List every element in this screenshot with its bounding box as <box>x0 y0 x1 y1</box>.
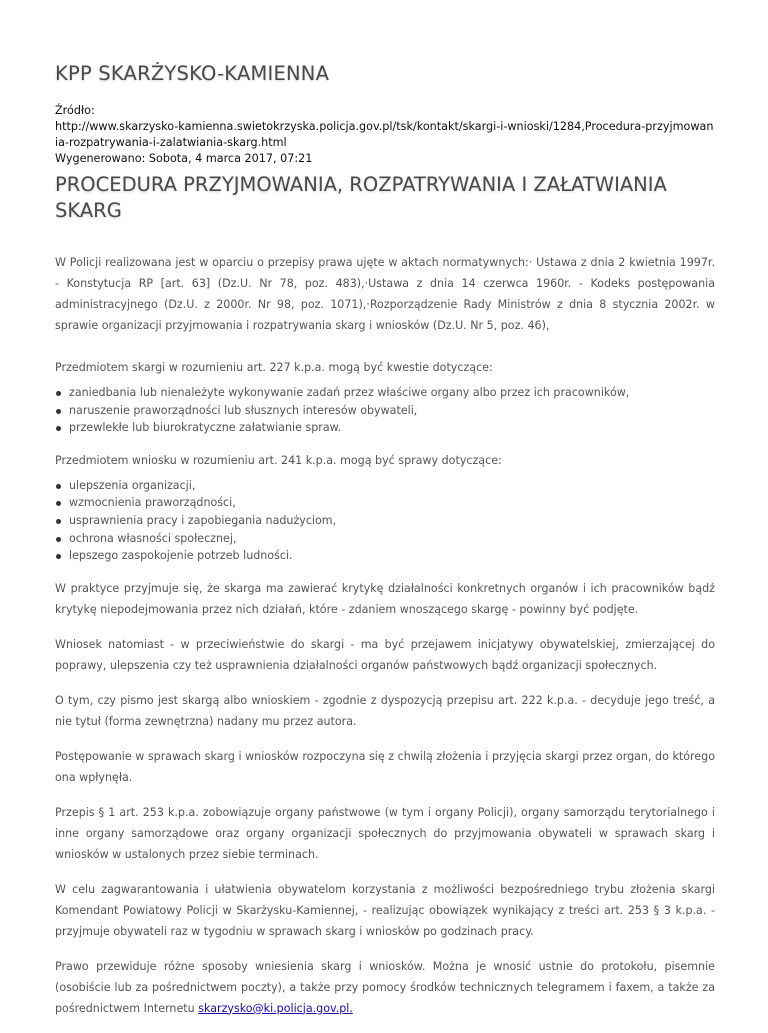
generated-date: Wygenerowano: Sobota, 4 marca 2017, 07:21 <box>55 152 313 165</box>
paragraph-complaint-definition: W praktyce przyjmuje się, że skarga ma zawierać krytykę działalności konkretnych organów i ich pracowników bądź krytykę niepodejmowania przez nich działań, które - zdaniem wnoszącego skargę - powinny być podjęte. <box>55 581 715 616</box>
list-item-text: usprawnienia pracy i zapobiegania nadużyciom, <box>69 513 337 527</box>
source-meta <box>55 103 715 167</box>
bullet-icon <box>56 391 61 396</box>
paragraph-procedure-start: Postępowanie w sprawach skarg i wniosków rozpoczyna się z chwilą złożenia i przyjęcia skargi przez organ, do którego ona wpłynęła. <box>55 749 715 784</box>
list-item <box>55 547 715 565</box>
complaints-lead: Przedmiotem skargi w rozumieniu art. 227 k.p.a. mogą być kwestie dotyczące: <box>55 361 493 374</box>
list-item <box>55 530 715 548</box>
list-item <box>55 512 715 530</box>
bullet-icon <box>56 426 61 431</box>
bullet-icon <box>56 519 61 524</box>
requests-list <box>55 477 715 565</box>
list-item-text: przewlekłe lub biurokratyczne załatwianie spraw. <box>69 421 342 435</box>
paragraph-art-253: Przepis § 1 art. 253 k.p.a. zobowiązuje organy państwowe (w tym i organy Policji), organy samorządu terytorialnego i inne organy samorządowe oraz organy organizacji społecznych do przyjmowania obywateli w sprawach skarg i wniosków w ustalonych przez siebie terminach. <box>55 805 715 861</box>
paragraph-request-definition: Wniosek natomiast - w przeciwieństwie do skargi - ma być przejawem inicjatywy obywatelskiej, zmierzającej do poprawy, ulepszenia czy też usprawnienia działalności organów państwowych bądź organizacji społecznych. <box>55 637 715 672</box>
list-item <box>55 477 715 495</box>
list-item <box>55 494 715 512</box>
source-url: http://www.skarzysko-kamienna.swietokrzyska.policja.gov.pl/tsk/kontakt/skargi-i-wnioski/1284,Procedura-przyjmowania-rozpatrywania-i-zalatwiania-skarg.html <box>55 120 714 149</box>
list-item-text: zaniedbania lub nienależyte wykonywanie zadań przez właściwe organy albo przez ich pracowników, <box>69 386 630 399</box>
paragraph-submission-methods <box>55 956 715 1019</box>
bullet-icon <box>56 554 61 559</box>
list-item-text: wzmocnienia praworządności, <box>69 496 236 510</box>
intro-paragraph: W Policji realizowana jest w oparciu o przepisy prawa ujęte w aktach normatywnych:· Ustawa z dnia 2 kwietnia 1997r. - Konstytucja RP [art. 63] (Dz.U. Nr 78, poz. 483),·Ustawa z dnia 14 czerwca 1960r. - Kodeks postępowania administracyjnego (Dz.U. z 2000r. Nr 98, poz. 1071),·Rozporządzenie Rady Ministrów z dnia 8 stycznia 2002r. w sprawie organizacji przyjmowania i rozpatrywania skarg i wniosków (Dz.U. Nr 5, poz. 46), <box>55 256 715 332</box>
list-item-text: ochrona własności społecznej, <box>69 531 237 545</box>
bullet-icon <box>56 537 61 542</box>
bullet-icon <box>56 409 61 414</box>
bullet-icon <box>56 484 61 489</box>
email-link[interactable]: skarzysko@ki.policja.gov.pl. <box>198 1001 353 1015</box>
submission-methods-text: Prawo przewiduje różne sposoby wniesienia skarg i wniosków. Można je wnosić ustnie do protokołu, pisemnie (osobiście lub za pośrednictwem poczty), a także przy pomocy środków technicznych telegramem i faxem, a także za pośrednictwem Internetu <box>55 959 715 1015</box>
article-title: PROCEDURA PRZYJMOWANIA, ROZPATRYWANIA I ZAŁATWIANIA SKARG <box>55 173 667 222</box>
list-item-text: naruszenie praworządności lub słusznych interesów obywateli, <box>69 403 418 417</box>
list-item <box>55 419 715 437</box>
complaints-list <box>55 384 715 437</box>
list-item <box>55 402 715 420</box>
site-title: KPP SKARŻYSKO-KAMIENNA <box>55 62 330 85</box>
list-item <box>55 384 715 402</box>
source-label: Źródło: <box>55 104 95 117</box>
list-item-text: lepszego zaspokojenie potrzeb ludności. <box>69 549 293 563</box>
article-content <box>55 252 715 1033</box>
paragraph-content-decides: O tym, czy pismo jest skargą albo wnioskiem - zgodnie z dyspozycją przepisu art. 222 k.p.a. - decyduje jego treść, a nie tytuł (forma zewnętrzna) nadany mu przez autora. <box>55 693 715 728</box>
list-item-text: ulepszenia organizacji, <box>69 478 196 492</box>
requests-lead: Przedmiotem wniosku w rozumieniu art. 241 k.p.a. mogą być sprawy dotyczące: <box>55 453 502 467</box>
bullet-icon <box>56 501 61 506</box>
paragraph-commander-hours: W celu zagwarantowania i ułatwienia obywatelom korzystania z możliwości bezpośredniego trybu złożenia skargi Komendant Powiatowy Policji w Skarżysku-Kamiennej, - realizując obowiązek wynikający z treści art. 253 § 3 k.p.a. - przyjmuje obywateli raz w tygodniu w sprawach skarg i wniosków po godzinach pracy. <box>55 882 715 938</box>
